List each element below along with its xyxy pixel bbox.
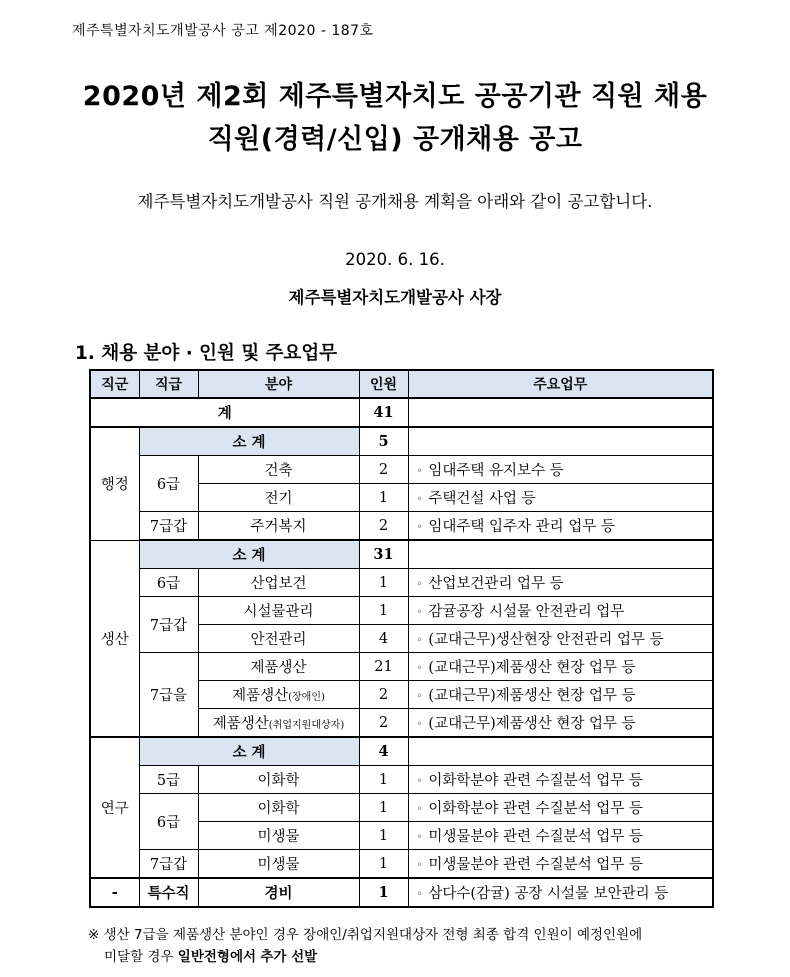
table-row: [90, 512, 713, 541]
notice-date: 2020. 6. 16.: [345, 250, 445, 269]
bullet-icon: ◦: [416, 804, 423, 815]
duty-cell: ◦ (교대근무)제품생산 현장 업무 등: [408, 709, 713, 738]
duty-cell: ◦ 이화학분야 관련 수질분석 업무 등: [408, 794, 713, 822]
notice-number: 제주특별자치도개발공사 공고 제2020 - 187호: [72, 23, 374, 39]
field-cell: 주거복지: [198, 512, 359, 541]
field-cell: 미생물: [198, 850, 359, 879]
bullet-icon: ◦: [416, 719, 423, 730]
bullet-icon: ◦: [416, 579, 423, 590]
grade-cell: 6급: [139, 569, 198, 597]
group-special: -: [90, 878, 139, 907]
total-label: 계: [90, 398, 359, 427]
table-row: [90, 456, 713, 484]
page-title-line1: 2020년 제2회 제주특별자치도 공공기관 직원 채용: [82, 81, 708, 112]
field-cell: 전기: [198, 484, 359, 512]
duty-cell: ◦ 미생물분야 관련 수질분석 업무 등: [408, 850, 713, 879]
grade-cell: 7급갑: [139, 512, 198, 541]
field-cell: 이화학: [198, 794, 359, 822]
header-duties: 주요업무: [408, 370, 713, 398]
table-row: [90, 597, 713, 625]
subtotal-label: 소 계: [139, 540, 359, 569]
table-row: [90, 427, 713, 456]
duty-cell: ◦ 임대주택 유지보수 등: [408, 456, 713, 484]
count-cell: 1: [359, 822, 408, 850]
grade-cell: 특수직: [139, 878, 198, 907]
table-row: [90, 878, 713, 907]
duty-cell: ◦ 미생물분야 관련 수질분석 업무 등: [408, 822, 713, 850]
count-cell: 1: [359, 850, 408, 879]
count-cell: 2: [359, 456, 408, 484]
table-row: [90, 794, 713, 822]
subtotal-duty-empty: [408, 540, 713, 569]
bullet-icon: ◦: [416, 494, 423, 505]
duty-cell: ◦ (교대근무)제품생산 현장 업무 등: [408, 681, 713, 709]
recruitment-table: [89, 369, 714, 908]
footnote: [88, 924, 718, 968]
issuer-name: 제주특별자치도개발공사 사장: [288, 288, 502, 307]
bullet-icon: ◦: [416, 607, 423, 618]
grade-cell: 7급갑: [139, 597, 198, 653]
bullet-icon: ◦: [416, 691, 423, 702]
reference-mark-icon: ※: [88, 927, 100, 943]
subtotal-duty-empty: [408, 737, 713, 766]
table-header-row: [90, 370, 713, 398]
field-cell: 제품생산: [198, 653, 359, 681]
subtotal-label: 소 계: [139, 737, 359, 766]
subtotal-count: 4: [359, 737, 408, 766]
total-row: [90, 398, 713, 427]
bullet-icon: ◦: [416, 466, 423, 477]
table-row: [90, 569, 713, 597]
bullet-icon: ◦: [416, 832, 423, 843]
count-cell: 1: [359, 766, 408, 794]
count-cell: 2: [359, 709, 408, 738]
subtotal-count: 31: [359, 540, 408, 569]
field-cell: 미생물: [198, 822, 359, 850]
field-cell: 시설물관리: [198, 597, 359, 625]
grade-cell: 6급: [139, 794, 198, 850]
field-cell: 제품생산(장애인): [198, 681, 359, 709]
bullet-icon: ◦: [416, 889, 423, 900]
table-row: [90, 653, 713, 681]
table-row: [90, 737, 713, 766]
header-grade: 직급: [139, 370, 198, 398]
bullet-icon: ◦: [416, 663, 423, 674]
header-field: 분야: [198, 370, 359, 398]
field-cell: 건축: [198, 456, 359, 484]
group-production: 생산: [90, 540, 139, 737]
count-cell: 1: [359, 794, 408, 822]
count-cell: 21: [359, 653, 408, 681]
field-cell: 이화학: [198, 766, 359, 794]
duty-cell: ◦ 감귤공장 시설물 안전관리 업무: [408, 597, 713, 625]
intro-text: 제주특별자치도개발공사 직원 공개채용 계획을 아래와 같이 공고합니다.: [137, 192, 653, 211]
field-cell: 안전관리: [198, 625, 359, 653]
duty-cell: ◦ 주택건설 사업 등: [408, 484, 713, 512]
duty-cell: ◦ (교대근무)생산현장 안전관리 업무 등: [408, 625, 713, 653]
group-admin: 행정: [90, 427, 139, 540]
field-cell: 제품생산(취업지원대상자): [198, 709, 359, 738]
count-cell: 1: [359, 597, 408, 625]
page-title-line2: 직원(경력/신입) 공개채용 공고: [207, 124, 583, 155]
header-count: 인원: [359, 370, 408, 398]
bullet-icon: ◦: [416, 776, 423, 787]
bullet-icon: ◦: [416, 635, 423, 646]
grade-cell: 6급: [139, 456, 198, 512]
count-cell: 2: [359, 512, 408, 541]
count-cell: 1: [359, 484, 408, 512]
duty-cell: ◦ (교대근무)제품생산 현장 업무 등: [408, 653, 713, 681]
count-cell: 1: [359, 878, 408, 907]
subtotal-label: 소 계: [139, 427, 359, 456]
duty-cell: ◦ 임대주택 입주자 관리 업무 등: [408, 512, 713, 541]
table-row: [90, 540, 713, 569]
count-cell: 1: [359, 569, 408, 597]
grade-cell: 7급을: [139, 653, 198, 738]
subtotal-count: 5: [359, 427, 408, 456]
bullet-icon: ◦: [416, 522, 423, 533]
field-cell: 경비: [198, 878, 359, 907]
table-row: [90, 850, 713, 879]
group-research: 연구: [90, 737, 139, 878]
count-cell: 2: [359, 681, 408, 709]
bullet-icon: ◦: [416, 860, 423, 871]
footnote-line2: 미달할 경우 일반전형에서 추가 선발: [104, 949, 318, 965]
subtotal-duty-empty: [408, 427, 713, 456]
total-count: 41: [359, 398, 408, 427]
duty-cell: ◦ 산업보건관리 업무 등: [408, 569, 713, 597]
field-cell: 산업보건: [198, 569, 359, 597]
grade-cell: 7급갑: [139, 850, 198, 879]
count-cell: 4: [359, 625, 408, 653]
header-job-group: 직군: [90, 370, 139, 398]
section-heading: 1. 채용 분야 · 인원 및 주요업무: [75, 343, 338, 364]
grade-cell: 5급: [139, 766, 198, 794]
duty-cell: ◦ 삼다수(감귤) 공장 시설물 보안관리 등: [408, 878, 713, 907]
table-row: [90, 766, 713, 794]
footnote-line1: 생산 7급을 제품생산 분야인 경우 장애인/취업지원대상자 전형 최종 합격 인원이 예정인원에: [103, 927, 643, 943]
duty-cell: ◦ 이화학분야 관련 수질분석 업무 등: [408, 766, 713, 794]
total-duty-empty: [408, 398, 713, 427]
